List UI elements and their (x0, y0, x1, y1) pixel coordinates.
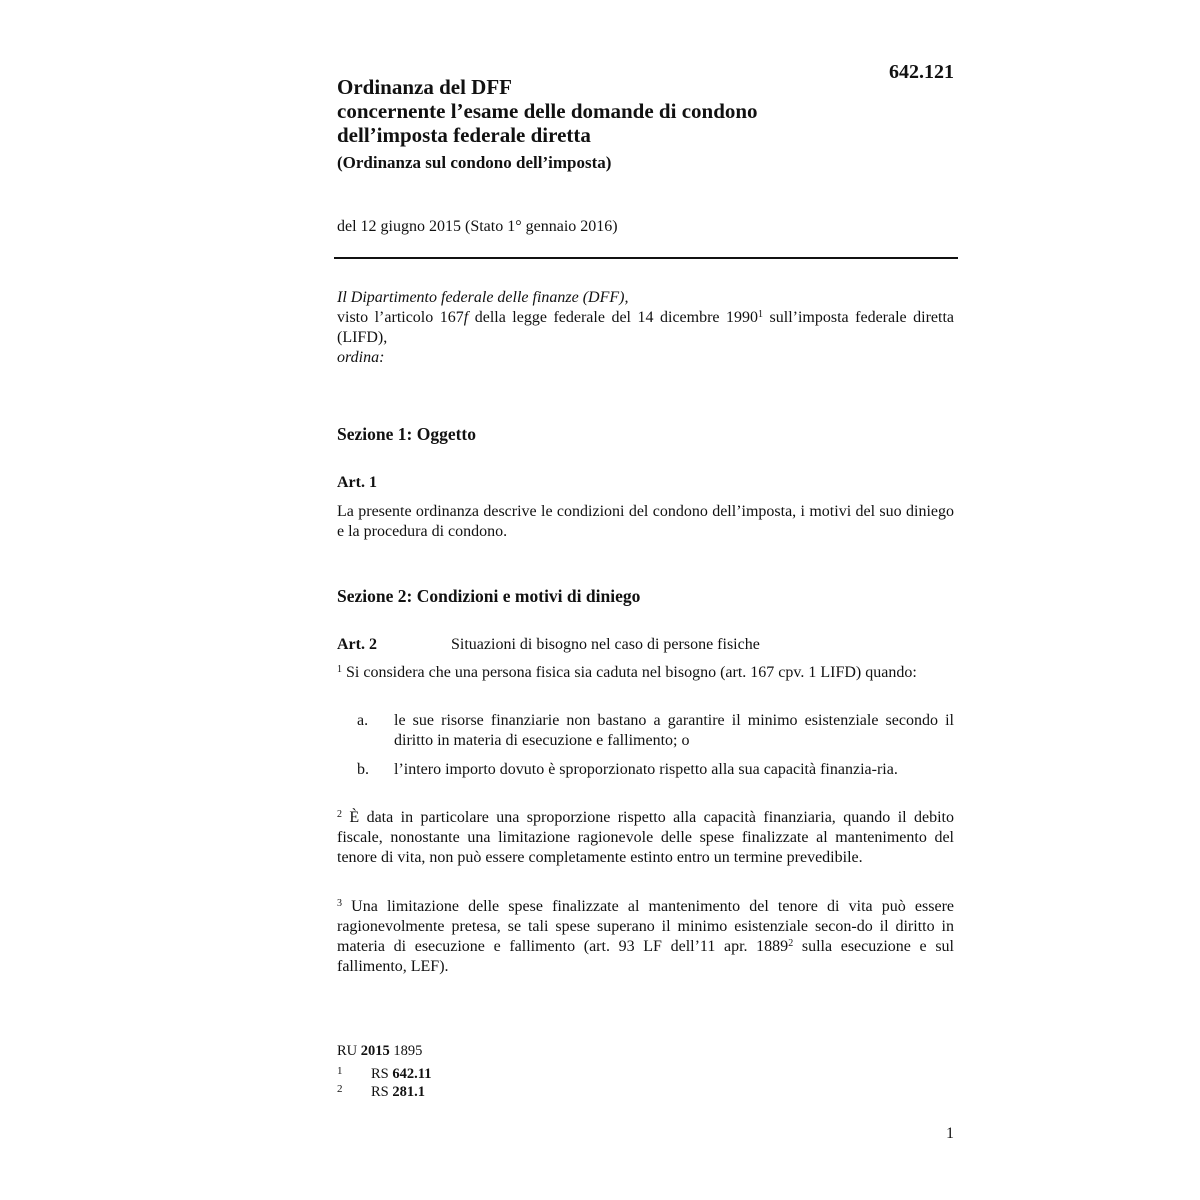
list-letter: b. (357, 761, 369, 778)
list-item-a (337, 711, 954, 751)
section-2-heading: Sezione 2: Condizioni e motivi di diniego (337, 586, 641, 606)
preamble-basis-before: visto l’articolo 167 (337, 309, 464, 326)
footnote-2 (337, 1080, 425, 1101)
title-line-2: concernente l’esame delle domande di condono (337, 99, 758, 123)
page-number: 1 (946, 1125, 954, 1142)
footnote-prefix: RS (371, 1066, 389, 1082)
paragraph-text: Una limitazione delle spese finalizzate al mantenimento del tenore di vita può essere ragionevolmente pretesa, se tali spese superano il minimo esistenziale secon-do il diritto in materia di esecuzione e fallimento (art. 93 LF dell’11 apr. 1889 (337, 898, 954, 955)
paragraph-number: 1 (337, 664, 342, 675)
paragraph-text: Si considera che una persona fisica sia caduta nel bisogno (art. 167 cpv. 1 LIFD) quando: (342, 664, 917, 681)
list-item-b (337, 760, 954, 780)
document-title (337, 75, 937, 174)
art-1-label: Art. 1 (337, 474, 377, 491)
enactment-date: del 12 giugno 2015 (Stato 1° gennaio 2016) (337, 218, 618, 235)
short-title: (Ordinanza sul condono dell’imposta) (337, 153, 612, 172)
art-2-paragraph-1 (337, 663, 954, 683)
footnote-number: 2 (337, 1083, 343, 1095)
list-text: le sue risorse finanziarie non bastano a garantire il minimo esistenziale secondo il diritto in materia di esecuzione e fallimento; o (394, 712, 954, 749)
ru-reference (337, 1042, 422, 1060)
preamble-basis-after: sull’imposta federale diretta (LIFD), (337, 309, 955, 346)
preamble-basis-middle: della legge federale del 14 dicembre 1990 (468, 309, 759, 326)
preamble-legal-basis (337, 308, 954, 348)
preamble-authority: Il Dipartimento federale delle finanze (DFF), (337, 289, 629, 306)
art-2-paragraph-2 (337, 808, 954, 868)
ru-prefix: RU (337, 1043, 358, 1059)
section-1-heading: Sezione 1: Oggetto (337, 424, 476, 444)
footnote-ref-2[interactable]: 2 (788, 938, 794, 949)
preamble (337, 288, 954, 368)
header-divider (334, 257, 958, 259)
ru-year: 2015 (360, 1043, 390, 1059)
paragraph-text-end: sulla esecuzione e sul fallimento, LEF). (337, 938, 954, 975)
footnote-ref[interactable]: 281.1 (392, 1084, 425, 1100)
title-line-1: Ordinanza del DFF (337, 75, 513, 99)
paragraph-number: 3 (337, 898, 342, 909)
list-letter: a. (357, 712, 369, 729)
art-2-paragraph-3 (337, 897, 954, 977)
footnote-number: 1 (337, 1065, 343, 1077)
art-1-text: La presente ordinanza descrive le condizioni del condono dell’imposta, i motivi del suo diniego e la procedura di condono. (337, 503, 954, 540)
footnote-ref[interactable]: 642.11 (392, 1066, 432, 1082)
sr-number: 642.121 (889, 61, 954, 83)
list-text: l’intero importo dovuto è sproporzionato rispetto alla sua capacità finanzia-ria. (394, 761, 898, 778)
footnote-ref-1[interactable]: 1 (758, 309, 764, 320)
footnote-prefix: RS (371, 1084, 389, 1100)
paragraph-text: È data in particolare una sproporzione rispetto alla capacità finanziaria, quando il debito fiscale, nonostante una limitazione ragionevole delle spese finalizzate al mantenimento del tenore di vita, non può essere completamente estinto entro un termine prevedibile. (337, 809, 954, 866)
art-2-title: Situazioni di bisogno nel caso di persone fisiche (451, 636, 760, 653)
preamble-basis-letter: f (463, 309, 469, 326)
paragraph-number: 2 (337, 809, 342, 820)
ru-page: 1895 (393, 1043, 423, 1059)
art-2-label: Art. 2 (337, 636, 377, 653)
preamble-enact: ordina: (337, 349, 385, 366)
title-line-3: dell’imposta federale diretta (337, 123, 591, 147)
